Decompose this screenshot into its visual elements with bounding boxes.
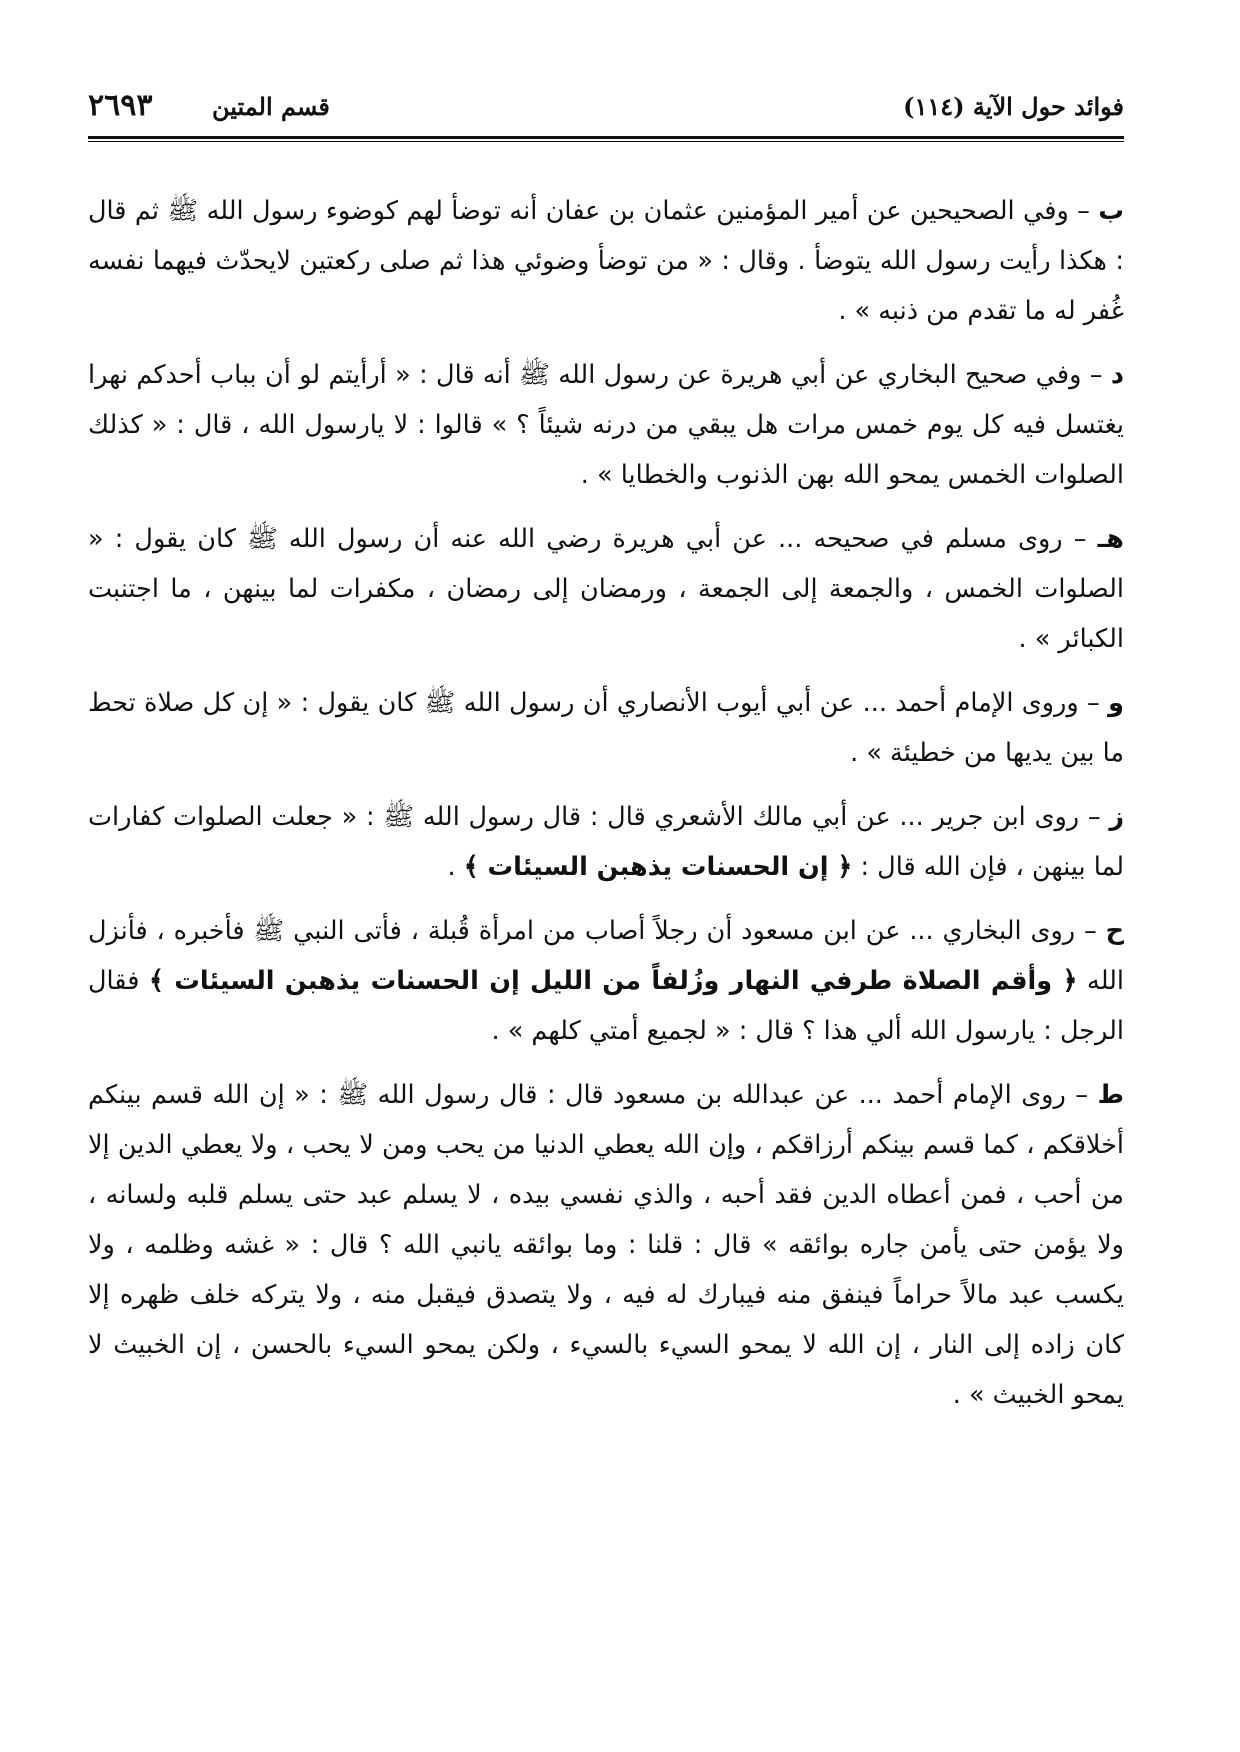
quran-verse: ﴿ إن الحسنات يذهبن السيئات ﴾ [463,852,853,882]
paragraph-text: – وروى الإمام أحمد ... عن أبي أيوب الأنصاري أن رسول الله ﷺ كان يقول : « إن كل صلاة تحط ما بين يديها من خطيئة » . [88,688,1124,768]
paragraph-marker: ح [1105,916,1124,946]
paragraph-text: – روى الإمام أحمد ... عن عبدالله بن مسعود قال : قال رسول الله ﷺ : « إن الله قسم بينكم أخلاقكم ، كما قسم بينكم أرزاقكم ، وإن الله يعطي الدنيا من يحب ومن لا يحب ، ولا يعطي الدين إلا من أحب ، فمن أعطاه الدين فقد أحبه ، والذي نفسي بيده ، لا يسلم عبد حتى يسلم قلبه ولسانه ، ولا يؤمن حتى يأمن جاره بوائقه » قال : قلنا : وما بوائقه يانبي الله ؟ قال : « غشه وظلمه ، ولا يكسب عبد مالاً حراماً فينفق منه فيبارك له فيه ، ولا يتصدق فيقبل منه ، ولا يتركه خلف ظهره إلا كان زاده إلى النار ، إن الله لا يمحو السيء بالسيء ، ولكن يمحو السيء بالحسن ، إن الخبيث لا يمحو الخبيث » . [88,1080,1124,1410]
running-header [88,88,1124,132]
paragraph-marker: ز [1109,802,1124,832]
paragraph-text: – وفي صحيح البخاري عن أبي هريرة عن رسول الله ﷺ أنه قال : « أرأيتم لو أن بباب أحدكم نهرا يغتسل فيه كل يوم خمس مرات هل يبقي من درنه شيئاً ؟ » قالوا : لا يارسول الله ، قال : « كذلك الصلوات الخمس يمحو الله بهن الذنوب والخطايا » . [88,360,1124,490]
paragraph-w [88,678,1124,778]
header-rule-thin [88,141,1124,142]
paragraph-text: – روى ابن جرير ... عن أبي مالك الأشعري قال : قال رسول الله ﷺ : « جعلت الصلوات كفارات لما بينهن ، فإن الله قال : [88,802,1124,882]
paragraph-text: – روى مسلم في صحيحه ... عن أبي هريرة رضي الله عنه أن رسول الله ﷺ كان يقول : « الصلوات الخمس ، والجمعة إلى الجمعة ، ورمضان إلى رمضان ، مكفرات لما بينهن ، ما اجتنبت الكبائر » . [88,524,1124,654]
paragraph-marker: و [1108,688,1124,718]
paragraph-marker: ب [1098,196,1124,226]
paragraph-t [88,1070,1124,1420]
paragraph-marker: هـ [1097,524,1124,554]
paragraph-text: – وفي الصحيحين عن أمير المؤمنين عثمان بن عفان أنه توضأ لهم كوضوء رسول الله ﷺ ثم قال : هكذا رأيت رسول الله يتوضأ . وقال : « من توضأ وضوئي هذا ثم صلى ركعتين لايحدّث فيهما نفسه غُفر له ما تقدم من ذنبه » . [88,196,1124,326]
paragraph-text-end: . [447,852,464,882]
page-number: ٢٦٩٣ [88,88,153,123]
paragraph-b [88,186,1124,336]
section-title: قسم المتين [212,92,330,121]
paragraph-marker: ط [1097,1080,1124,1110]
paragraph-z [88,792,1124,892]
paragraph-marker: د [1110,360,1124,390]
paragraph-text-end: فقال الرجل : يارسول الله ألي هذا ؟ قال : « لجميع أمتي كلهم » . [88,966,1124,1046]
paragraph-text: – روى البخاري ... عن ابن مسعود أن رجلاً أصاب من امرأة قُبلة ، فأتى النبي ﷺ فأخبره ، فأنزل الله [88,916,1124,996]
body-text [88,186,1124,1430]
paragraph-h [88,514,1124,664]
paragraph-ha [88,906,1124,1056]
paragraph-d [88,350,1124,500]
header-rule [88,136,1124,139]
running-title: فوائد حول الآية (١١٤) [903,92,1124,121]
quran-verse: ﴿ وأقم الصلاة طرفي النهار وزُلفاً من الليل إن الحسنات يذهبن السيئات ﴾ [148,966,1078,996]
